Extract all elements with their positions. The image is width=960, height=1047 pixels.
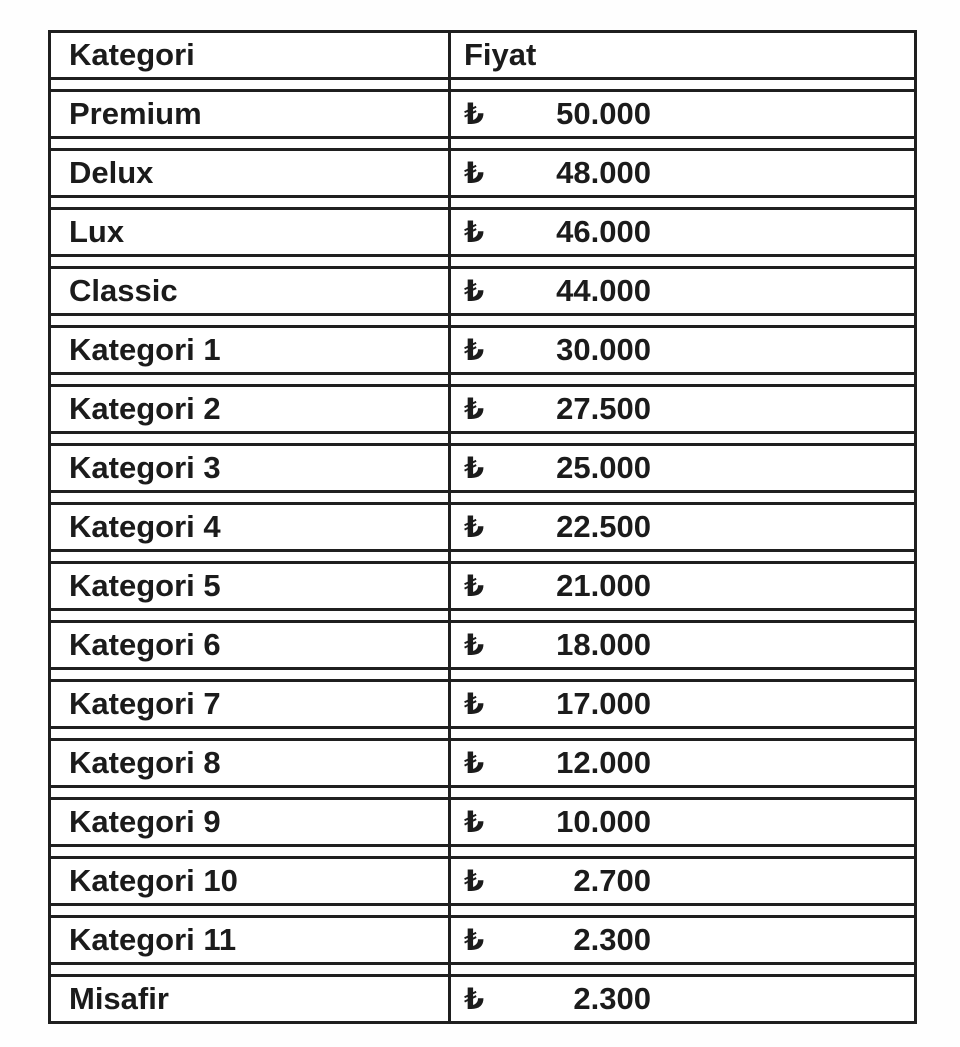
turkish-lira-icon: ₺	[464, 451, 485, 485]
table-row	[51, 266, 914, 316]
turkish-lira-icon: ₺	[464, 923, 485, 957]
category-cell: Kategori 8	[69, 745, 221, 780]
turkish-lira-icon: ₺	[464, 97, 485, 131]
table-row	[51, 620, 914, 670]
turkish-lira-icon: ₺	[464, 864, 485, 898]
price-cell	[451, 155, 651, 191]
price-amount: 18.000	[556, 627, 651, 662]
price-amount: 2.300	[573, 981, 651, 1016]
turkish-lira-icon: ₺	[464, 982, 485, 1016]
turkish-lira-icon: ₺	[464, 274, 485, 308]
table-row	[51, 915, 914, 965]
turkish-lira-icon: ₺	[464, 392, 485, 426]
category-cell: Classic	[69, 273, 178, 308]
price-cell	[451, 686, 651, 722]
price-amount: 2.300	[573, 922, 651, 957]
table-row	[51, 738, 914, 788]
price-amount: 17.000	[556, 686, 651, 721]
price-amount: 27.500	[556, 391, 651, 426]
table-row	[51, 856, 914, 906]
table-row	[51, 207, 914, 257]
price-amount: 10.000	[556, 804, 651, 839]
price-cell	[451, 273, 651, 309]
table-row	[51, 561, 914, 611]
turkish-lira-icon: ₺	[464, 156, 485, 190]
price-cell	[451, 922, 651, 958]
turkish-lira-icon: ₺	[464, 215, 485, 249]
price-cell	[451, 568, 651, 604]
turkish-lira-icon: ₺	[464, 333, 485, 367]
category-cell: Delux	[69, 155, 154, 190]
turkish-lira-icon: ₺	[464, 510, 485, 544]
table-row	[51, 89, 914, 139]
table-header-row	[51, 30, 914, 80]
category-cell: Kategori 7	[69, 686, 221, 721]
price-cell	[451, 332, 651, 368]
table-row	[51, 384, 914, 434]
column-header-kategori: Kategori	[69, 37, 195, 72]
table-row	[51, 325, 914, 375]
turkish-lira-icon: ₺	[464, 569, 485, 603]
table-row	[51, 443, 914, 493]
price-amount: 48.000	[556, 155, 651, 190]
table-row	[51, 679, 914, 729]
column-divider	[448, 30, 451, 1024]
table-row	[51, 148, 914, 198]
category-cell: Premium	[69, 96, 202, 131]
turkish-lira-icon: ₺	[464, 746, 485, 780]
price-cell	[451, 391, 651, 427]
table-row	[51, 797, 914, 847]
category-cell: Kategori 9	[69, 804, 221, 839]
price-cell	[451, 627, 651, 663]
category-cell: Kategori 10	[69, 863, 238, 898]
turkish-lira-icon: ₺	[464, 628, 485, 662]
turkish-lira-icon: ₺	[464, 805, 485, 839]
category-cell: Kategori 4	[69, 509, 221, 544]
price-cell	[451, 981, 651, 1017]
category-cell: Kategori 2	[69, 391, 221, 426]
price-amount: 21.000	[556, 568, 651, 603]
price-cell	[451, 450, 651, 486]
turkish-lira-icon: ₺	[464, 687, 485, 721]
price-amount: 50.000	[556, 96, 651, 131]
price-amount: 44.000	[556, 273, 651, 308]
price-amount: 25.000	[556, 450, 651, 485]
category-cell: Misafir	[69, 981, 169, 1016]
category-cell: Kategori 1	[69, 332, 221, 367]
price-amount: 22.500	[556, 509, 651, 544]
category-cell: Kategori 11	[69, 922, 237, 957]
price-table	[48, 30, 917, 1024]
price-cell	[451, 214, 651, 250]
price-amount: 46.000	[556, 214, 651, 249]
table-row	[51, 974, 914, 1024]
price-amount: 12.000	[556, 745, 651, 780]
price-cell	[451, 863, 651, 899]
category-cell: Lux	[69, 214, 125, 249]
table-row	[51, 502, 914, 552]
price-cell	[451, 804, 651, 840]
price-amount: 2.700	[573, 863, 651, 898]
category-cell: Kategori 6	[69, 627, 221, 662]
category-cell: Kategori 3	[69, 450, 221, 485]
category-cell: Kategori 5	[69, 568, 221, 603]
price-amount: 30.000	[556, 332, 651, 367]
price-cell	[451, 509, 651, 545]
price-cell	[451, 745, 651, 781]
column-header-fiyat: Fiyat	[464, 37, 537, 72]
price-cell	[451, 96, 651, 132]
